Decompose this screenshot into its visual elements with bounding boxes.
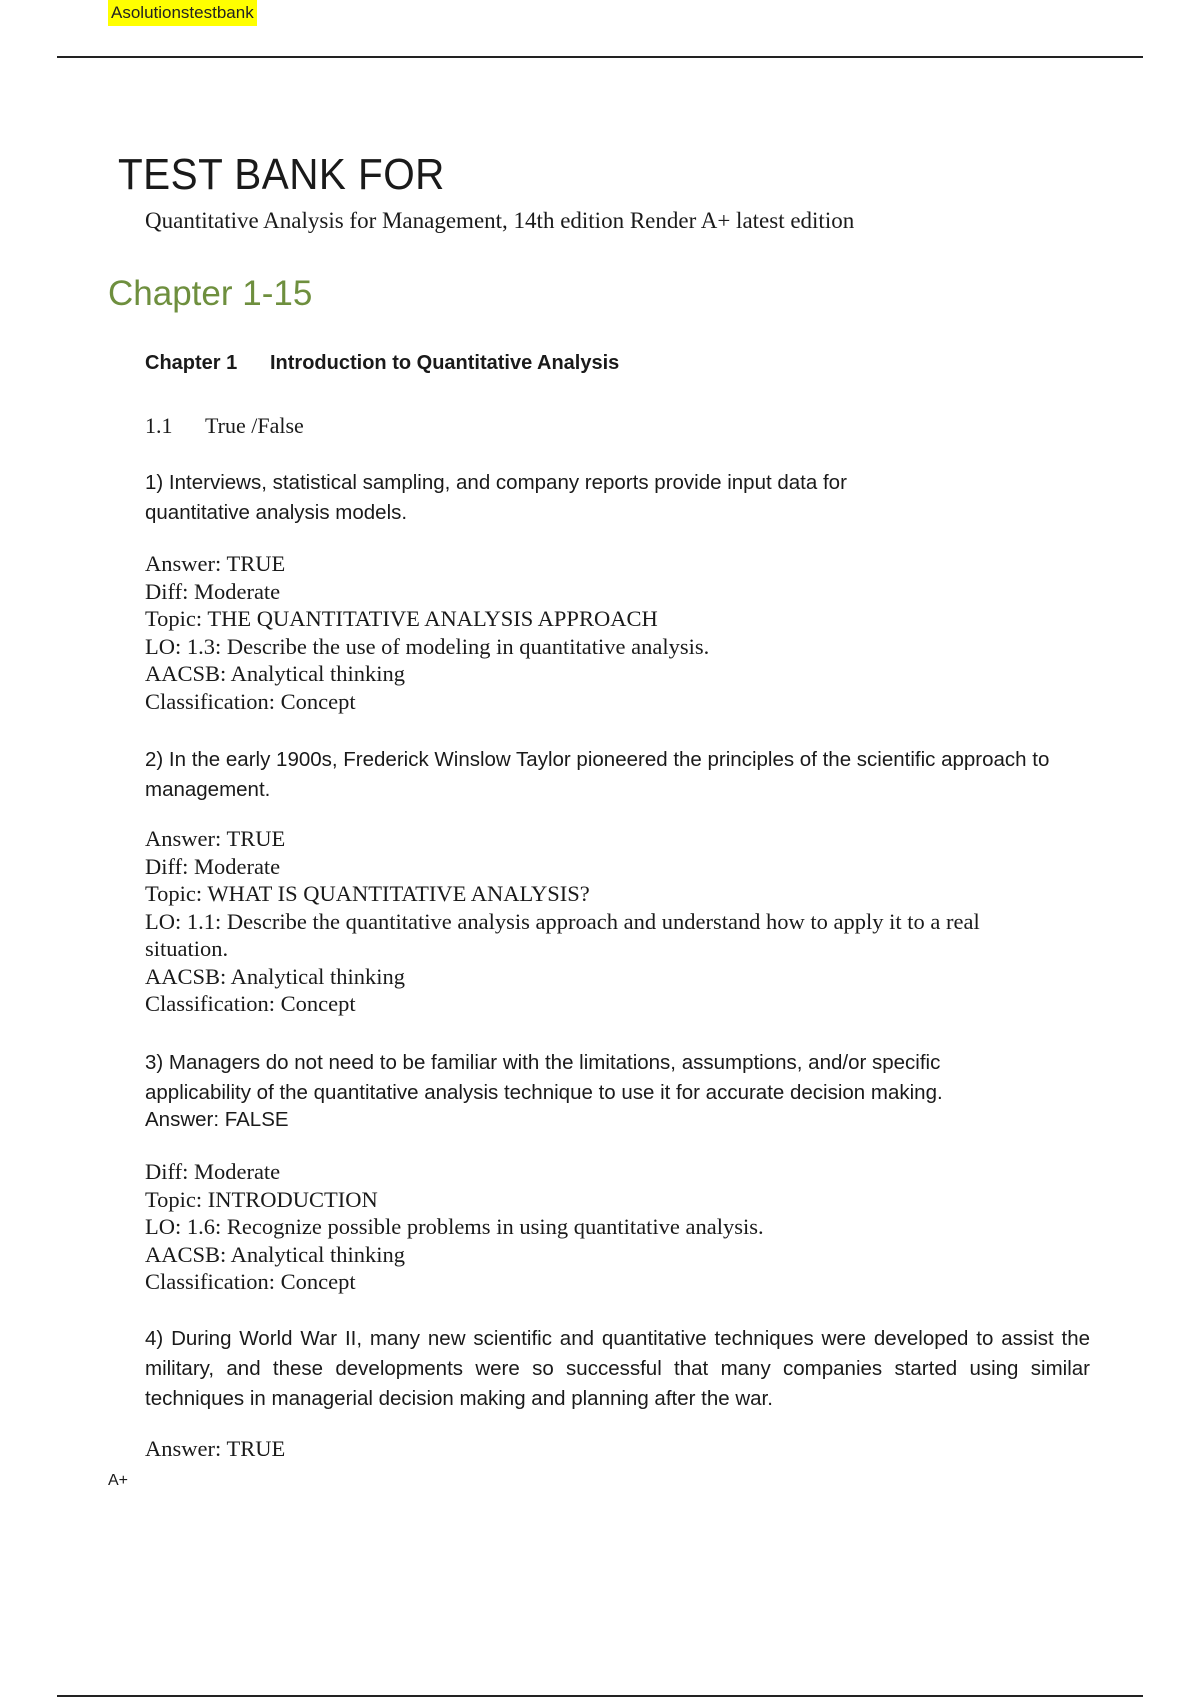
aacsb-line: AACSB: Analytical thinking <box>145 661 406 686</box>
section-number: 1.1 <box>145 413 173 438</box>
question-3-meta <box>145 1158 1095 1296</box>
classification-line: Classification: Concept <box>145 688 356 714</box>
diff-line: Diff: Moderate <box>145 578 281 604</box>
watermark-label: Asolutionstestbank <box>108 0 257 26</box>
classification-line: Classification: Concept <box>145 1269 356 1294</box>
topic-line: Topic: THE QUANTITATIVE ANALYSIS APPROACH <box>145 606 658 631</box>
question-1-meta <box>145 550 1095 715</box>
aacsb-line: AACSB: Analytical thinking <box>145 963 406 989</box>
classification-line: Classification: Concept <box>145 991 356 1016</box>
footer-rule <box>57 1695 1143 1697</box>
section-heading <box>145 413 304 439</box>
diff-line: Diff: Moderate <box>145 1159 281 1184</box>
question-3-answer: Answer: FALSE <box>145 1108 289 1131</box>
question-1-text: 1) Interviews, statistical sampling, and company reports provide input data for quantitative analysis models. <box>145 471 847 524</box>
question-4-meta <box>145 1435 1095 1463</box>
document-subtitle: Quantitative Analysis for Management, 14th edition Render A+ latest edition <box>145 208 855 233</box>
question-4-text: 4) During World War II, many new scientific and quantitative techniques were developed to assist the military, and these developments were so successful that many companies started using similar techniques in managerial decision making and planning after the war. <box>145 1327 1090 1410</box>
chapter-number: Chapter 1 <box>145 352 238 374</box>
chapter-heading <box>145 352 619 375</box>
chapter-range-heading: Chapter 1-15 <box>108 274 313 313</box>
answer-line: Answer: TRUE <box>145 1436 286 1461</box>
question-2-meta <box>145 825 1065 1018</box>
topic-line: Topic: WHAT IS QUANTITATIVE ANALYSIS? <box>145 881 590 906</box>
header-rule <box>57 56 1143 58</box>
answer-line: Answer: TRUE <box>145 826 286 851</box>
chapter-title: Introduction to Quantitative Analysis <box>270 352 620 374</box>
diff-line: Diff: Moderate <box>145 853 281 879</box>
question-2-text: 2) In the early 1900s, Frederick Winslow Taylor pioneered the principles of the scientific approach to management. <box>145 748 1050 801</box>
document-title: TEST BANK FOR <box>118 150 445 199</box>
section-title: True /False <box>205 413 304 438</box>
aacsb-line: AACSB: Analytical thinking <box>145 1241 406 1267</box>
topic-line: Topic: INTRODUCTION <box>145 1186 378 1212</box>
question-3-text: 3) Managers do not need to be familiar with the limitations, assumptions, and/or specific applicability of the quantitative analysis technique to use it for accurate decision making. <box>145 1051 943 1104</box>
footer-mark: A+ <box>108 1472 129 1489</box>
lo-line: LO: 1.6: Recognize possible problems in using quantitative analysis. <box>145 1214 764 1239</box>
lo-line: LO: 1.3: Describe the use of modeling in quantitative analysis. <box>145 633 710 659</box>
answer-line: Answer: TRUE <box>145 551 286 576</box>
lo-line: LO: 1.1: Describe the quantitative analysis approach and understand how to apply it to a real situation. <box>145 908 980 961</box>
